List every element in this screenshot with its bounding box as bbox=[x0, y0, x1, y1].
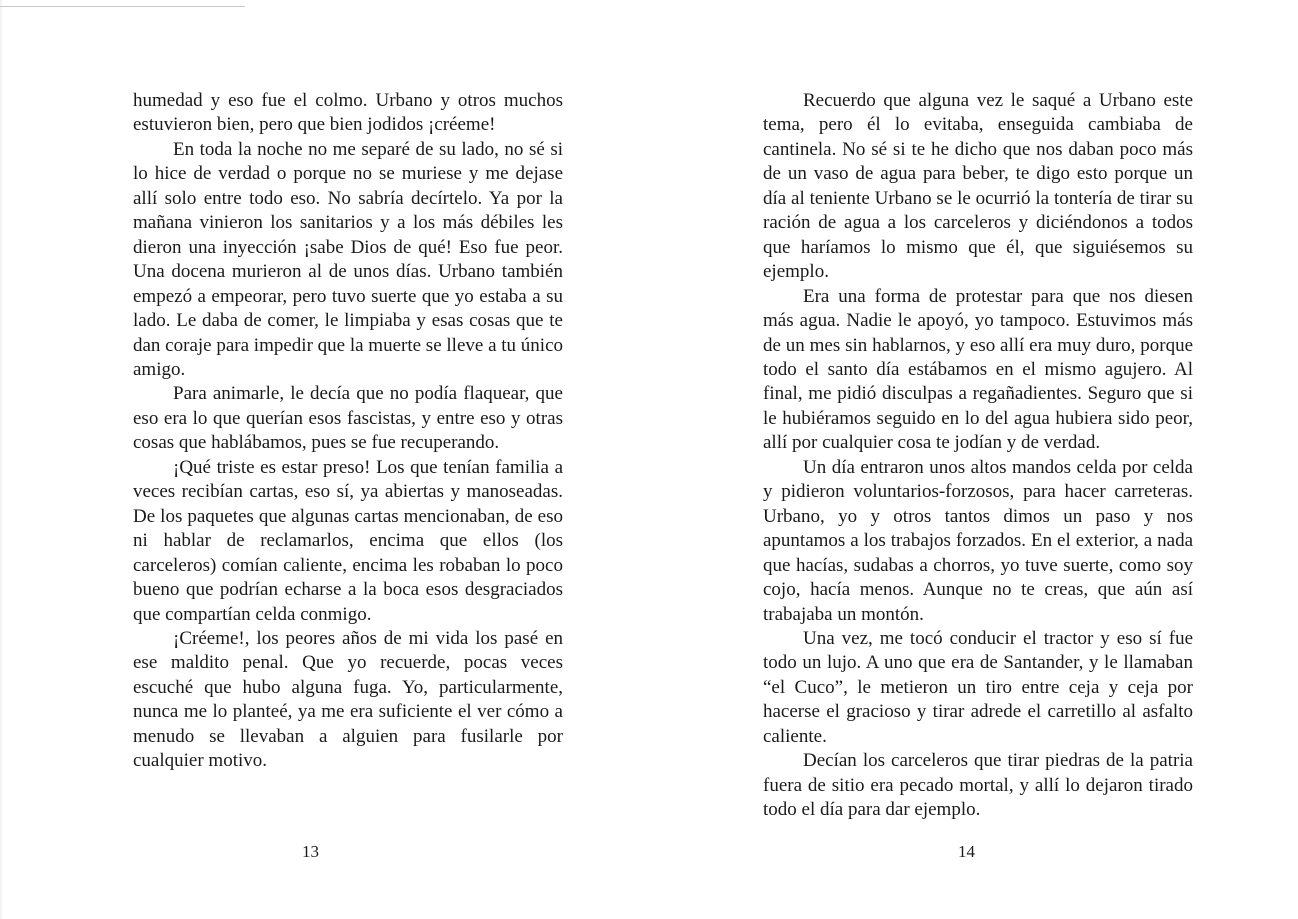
paragraph: Para animarle, le decía que no podía flaquear, que eso era lo que querían esos fascistas, y entre eso y otras cosas que hablábamos, pues se fue recuperando. bbox=[133, 383, 563, 454]
paragraph: Era una forma de protestar para que nos diesen más agua. Nadie le apoyó, yo tampoco. Estuvimos más de un mes sin hablarnos, y eso allí era muy duro, porque todo el santo día estábamos en el mismo agujero. Al final, me pidió disculpas a regañadientes. Seguro que si le hubiéramos seguido en lo del agua hubiera sido peor, allí por cualquier cosa te jodían y de verdad. bbox=[763, 285, 1193, 454]
page-number: 14 bbox=[958, 842, 975, 861]
left-page-text bbox=[133, 89, 563, 774]
right-page-text bbox=[763, 89, 1193, 823]
right-page bbox=[649, 0, 1298, 919]
paragraph: Recuerdo que alguna vez le saqué a Urbano este tema, pero él lo evitaba, enseguida cambiaba de cantinela. No sé si te he dicho que nos daban poco más de un vaso de agua para beber, te digo esto porque un día al teniente Urbano se le ocurrió la tontería de tirar su ración de agua a los carceleros y diciéndonos a todos que haríamos lo mismo que él, que siguiésemos su ejemplo. bbox=[763, 90, 1193, 283]
paragraph: Una vez, me tocó conducir el tractor y eso sí fue todo un lujo. A uno que era de Santander, y le llamaban “el Cuco”, le metieron un tiro entre ceja y ceja por hacerse el gracioso y tirar adrede el carretillo al asfalto caliente. bbox=[763, 627, 1193, 747]
page-number: 13 bbox=[302, 842, 319, 861]
paragraph: ¡Qué triste es estar preso! Los que tenían familia a veces recibían cartas, eso sí, ya abiertas y manoseadas. De los paquetes que algunas cartas mencionaban, de eso ni hablar de reclamarlos, encima que ellos (los carceleros) comían caliente, encima les robaban lo poco bueno que podrían echarse a la boca esos desgraciados que compartían celda conmigo. bbox=[133, 456, 563, 625]
paragraph: ¡Créeme!, los peores años de mi vida los pasé en ese maldito penal. Que yo recuerde, pocas veces escuché que hubo alguna fuga. Yo, particularmente, nunca me lo planteé, ya me era suficiente el ver cómo a menudo se llevaban a alguien para fusilarle por cualquier motivo. bbox=[133, 627, 563, 772]
paragraph: Un día entraron unos altos mandos celda por celda y pidieron voluntarios-forzosos, para hacer carreteras. Urbano, yo y otros tantos dimos un paso y nos apuntamos a los trabajos forzados. En el exterior, a nada que hacías, sudabas a chorros, yo tuve suerte, como soy cojo, hacía menos. Aunque no te creas, que aún así trabajaba un montón. bbox=[763, 456, 1193, 625]
paragraph: humedad y eso fue el colmo. Urbano y otros muchos estuvieron bien, pero que bien jodidos ¡créeme! bbox=[133, 90, 563, 136]
paragraph: En toda la noche no me separé de su lado, no sé si lo hice de verdad o porque no se muriese y me dejase allí solo entre todo eso. No sabría decírtelo. Ya por la mañana vinieron los sanitarios y a los más débiles les dieron una inyección ¡sabe Dios de qué! Eso fue peor. Una docena murieron al de unos días. Urbano también empezó a empeorar, pero tuvo suerte que yo estaba a su lado. Le daba de comer, le limpiaba y esas cosas que te dan coraje para impedir que la muerte se lleve a tu único amigo. bbox=[133, 138, 563, 380]
paragraph: Decían los carceleros que tirar piedras de la patria fuera de sitio era pecado mortal, y allí lo dejaron tirado todo el día para dar ejemplo. bbox=[763, 750, 1193, 821]
